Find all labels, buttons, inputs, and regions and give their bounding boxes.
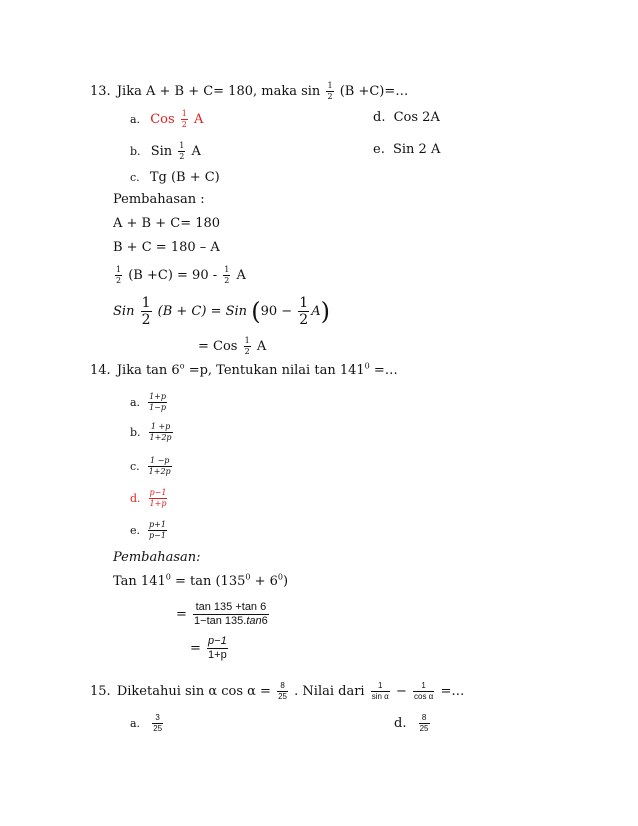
option-label: d. <box>130 492 141 505</box>
question-number: 14. <box>90 363 111 378</box>
fraction: $\frac{1}{2}$ <box>327 81 333 101</box>
option-a[interactable] <box>130 714 165 733</box>
question-number: 15. <box>90 684 111 699</box>
option-a[interactable] <box>130 392 169 414</box>
option-text: Sin 2 A <box>392 142 441 157</box>
option-label: e. <box>130 524 141 537</box>
option-c[interactable] <box>130 170 220 186</box>
fraction: $\frac{1}{2}$ <box>244 336 250 356</box>
option-text: A <box>194 112 204 127</box>
solution-line: A + B + C= 180 <box>113 216 221 231</box>
fraction: $\frac{1}{2}$ <box>224 265 230 285</box>
question-suffix: (B +C)=… <box>339 84 409 99</box>
solution-result: = Cos $\frac{1}{2}$ A <box>198 336 267 356</box>
solution-equation: Sin $\frac{1}{2}$ (B + C) = Sin (90 − $\frac{1}{2}$ A) <box>113 295 330 328</box>
solution-result: = $\frac{p-1}{1+p}$ <box>190 635 227 661</box>
question-prefix: Jika A + B + C= 180, maka sin <box>116 84 321 99</box>
fraction: $\frac{1+p}{1-p}$ <box>149 392 166 412</box>
solution-equation: = $\frac{\tan 135 +\tan 6}{1-\tan 135.\tan 6}$ <box>176 601 268 627</box>
option-a[interactable] <box>130 110 203 129</box>
fraction: $\frac{1 -p}{1+2p}$ <box>148 456 171 476</box>
option-label: e. <box>373 142 385 157</box>
fraction: $\frac{1}{\text{cos α}}$ <box>414 681 434 701</box>
option-label: a. <box>130 717 141 730</box>
option-label: c. <box>130 460 140 473</box>
fraction: $\frac{1}{2}$ <box>299 295 309 328</box>
option-d[interactable] <box>373 110 440 126</box>
option-label: a. <box>130 396 141 409</box>
fraction: $\frac{1}{2}$ <box>116 265 122 285</box>
solution-line: B + C = 180 – A <box>113 240 220 255</box>
fraction: $\frac{1 +p}{1+2p}$ <box>149 422 172 442</box>
fraction: $\frac{p-1}{1+p}$ <box>149 488 167 508</box>
fraction: $\frac{1}{2}$ <box>141 295 151 328</box>
option-label: d. <box>394 716 407 731</box>
option-text: Sin <box>150 144 173 159</box>
option-text: Cos 2A <box>393 110 440 125</box>
fraction: $\frac{8}{25}$ <box>278 681 287 701</box>
option-label: a. <box>130 113 141 126</box>
fraction: $\frac{p-1}{1+p}$ <box>208 635 227 661</box>
fraction: $\frac{1}{2}$ <box>179 141 185 161</box>
solution-line: $\frac{1}{2}$ (B +C) = 90 - $\frac{1}{2}$ A <box>116 265 246 285</box>
solution-line: Tan $141^0 = \tan (135^0 + 6^0)$ <box>113 572 289 589</box>
option-d[interactable] <box>130 488 169 510</box>
option-text: Tg (B + C) <box>149 170 220 185</box>
option-c[interactable] <box>130 456 174 478</box>
question-14: 14. Jika tan 6$^o$ =p, Tentukan nilai $\tan 141^0$ =… <box>90 361 398 378</box>
fraction: $\frac{8}{25}$ <box>419 713 429 733</box>
option-text: Cos <box>150 112 175 127</box>
question-13 <box>90 82 408 101</box>
option-d[interactable] <box>394 714 432 733</box>
option-e[interactable] <box>373 142 440 158</box>
option-label: d. <box>373 110 386 125</box>
fraction: $\frac{1}{2}$ <box>181 109 187 129</box>
option-e[interactable] <box>130 520 169 542</box>
option-label: b. <box>130 145 141 158</box>
option-label: b. <box>130 426 141 439</box>
fraction: $\frac{p+1}{p-1}$ <box>149 520 166 540</box>
fraction: $\frac{1}{\text{sin α}}$ <box>371 681 389 701</box>
question-15: 15. Diketahui sin α cos α = $\frac{8}{25}$ . Nilai dari $\frac{1}{\text{sin α}}$ − $\frac{1}{\text{cos α}}$ =… <box>90 681 465 701</box>
option-b[interactable] <box>130 142 201 161</box>
option-label: c. <box>130 171 140 184</box>
question-number: 13. <box>90 84 111 99</box>
solution-title: Pembahasan: <box>113 550 201 565</box>
option-b[interactable] <box>130 422 175 444</box>
solution-title: Pembahasan : <box>113 192 205 207</box>
fraction: $\frac{\tan 135 +\tan 6}{1-\tan 135.\tan 6}$ <box>194 601 268 627</box>
fraction: $\frac{3}{25}$ <box>153 713 163 733</box>
option-text: A <box>191 144 201 159</box>
